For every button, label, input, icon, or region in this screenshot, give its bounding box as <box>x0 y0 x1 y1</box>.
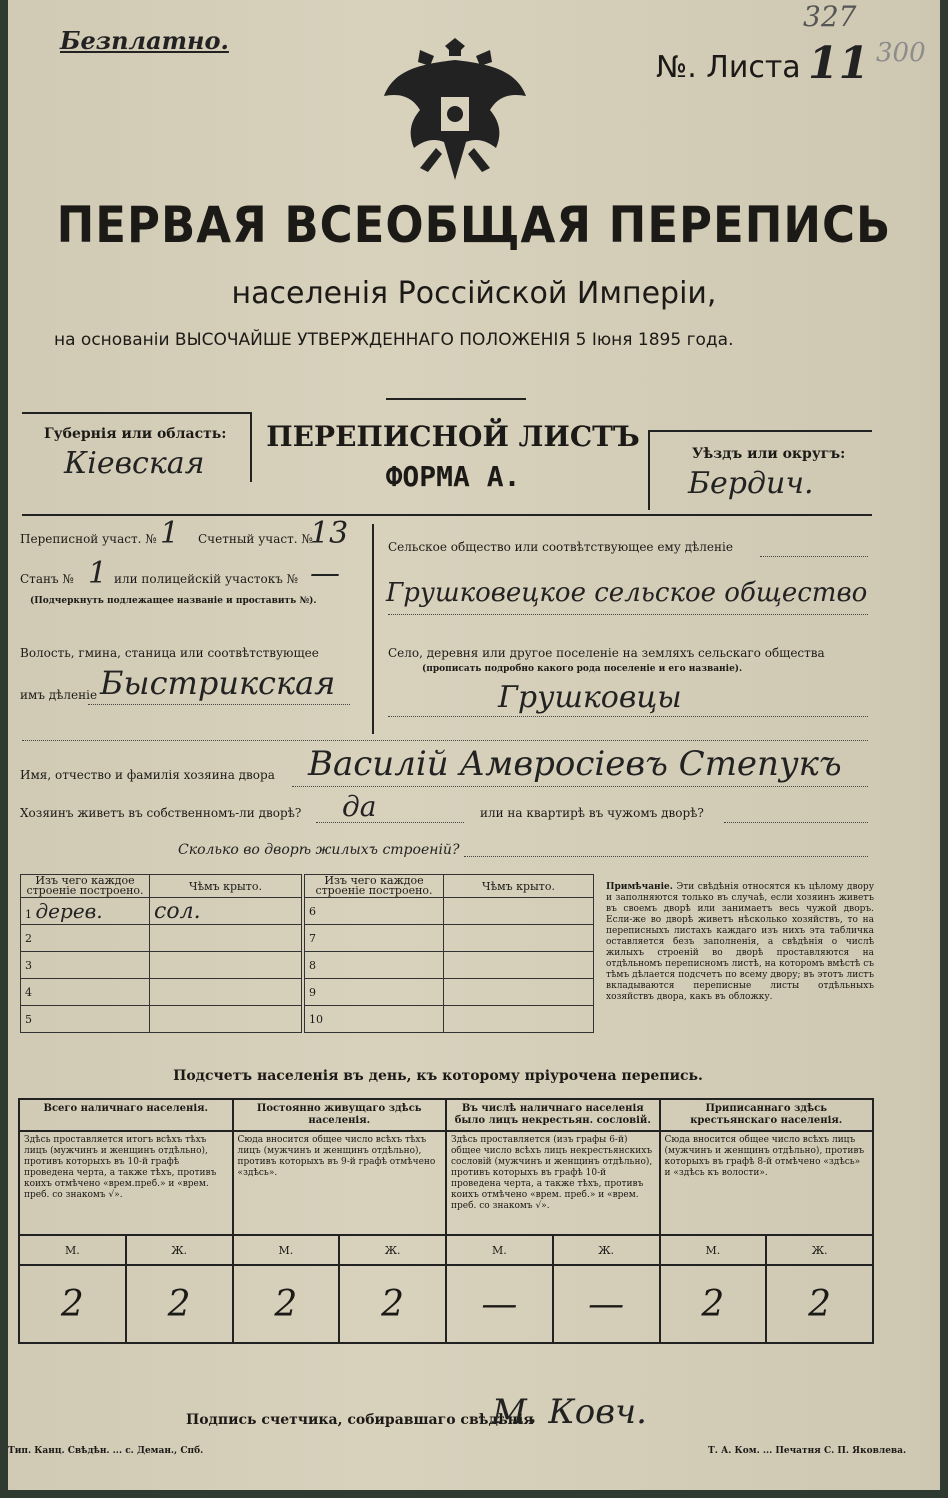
population-table <box>18 1098 874 1344</box>
village-value: Грушковцы <box>498 680 682 715</box>
building-roof <box>444 898 594 925</box>
building-row <box>305 1006 594 1033</box>
building-row <box>21 898 302 925</box>
row-number: 9 <box>309 985 316 999</box>
district-value: Бердич. <box>688 466 814 501</box>
note-title: Примѣчаніе. <box>606 882 673 892</box>
female-header: Ж. <box>339 1235 446 1265</box>
building-roof <box>150 1006 302 1033</box>
row-number: 7 <box>309 931 316 945</box>
ornament-divider <box>386 398 526 400</box>
sheet-number-value: 11 <box>808 38 870 89</box>
printer-mark-left: Тип. Канц. Свѣдѣн. ... с. Деман., Спб. <box>8 1446 204 1456</box>
camp-label: Станъ № <box>20 572 74 586</box>
building-roof: сол. <box>150 898 302 925</box>
buildings-table-right <box>304 874 594 1033</box>
precinct-label: Переписной участ. № <box>20 532 157 546</box>
population-caption: Подсчетъ населенія въ день, къ которому пріурочена перепись. <box>173 1068 703 1084</box>
total-male-value: 2 <box>19 1265 126 1343</box>
building-row <box>21 925 302 952</box>
police-value: — <box>310 556 340 591</box>
pop-head-nonpeasant: Въ числѣ наличнаго населенія было лицъ некрестьян. сословій. <box>446 1099 660 1131</box>
col-roof-head: Чѣмъ крыто. <box>150 875 302 898</box>
building-row <box>305 952 594 979</box>
signature-value: М. Ковч. <box>492 1392 647 1432</box>
pop-head-total: Всего наличнаго населенія. <box>19 1099 233 1131</box>
province-box-top <box>22 412 252 414</box>
registered-female-value: 2 <box>766 1265 873 1343</box>
society-line-2 <box>388 614 868 615</box>
printer-mark-right: Т. А. Ком. ... Печатня С. П. Яковлева. <box>708 1446 907 1456</box>
sheet-number-label: №. Листа <box>656 50 801 85</box>
division-label: имъ дѣленіе <box>20 688 98 702</box>
col-material-head: Изъ чего каждое строеніе построено. <box>305 875 444 898</box>
form-letter: ФОРМА А. <box>385 460 521 493</box>
count-label: Счетный участ. № <box>198 532 313 546</box>
row-number: 10 <box>309 1012 323 1026</box>
volost-line <box>88 704 350 705</box>
permanent-male-value: 2 <box>233 1265 340 1343</box>
total-female-value: 2 <box>126 1265 233 1343</box>
building-material: дерев. <box>35 899 103 923</box>
male-header: М. <box>233 1235 340 1265</box>
owner-own-value: да <box>342 790 377 823</box>
society-value: Грушковецкое сельское общество <box>386 578 868 608</box>
female-header: Ж. <box>126 1235 233 1265</box>
row-number: 8 <box>309 958 316 972</box>
column-divider <box>372 524 374 734</box>
building-roof <box>150 925 302 952</box>
row-number: 3 <box>25 958 32 972</box>
signature-label: Подпись счетчика, собиравшаго свѣдѣнія <box>186 1412 534 1428</box>
owner-rent-label: или на квартирѣ въ чужомъ дворѣ? <box>480 806 704 820</box>
building-roof <box>444 979 594 1006</box>
permanent-female-value: 2 <box>339 1265 446 1343</box>
owner-own-line <box>316 822 464 823</box>
buildings-note <box>606 882 874 1003</box>
buildings-table-left <box>20 874 302 1033</box>
building-row <box>305 925 594 952</box>
double-headed-eagle-emblem <box>380 30 530 190</box>
nonpeasant-female-value: — <box>553 1265 660 1343</box>
building-row <box>21 1006 302 1033</box>
building-roof <box>150 979 302 1006</box>
row-number: 6 <box>309 904 316 918</box>
village-line-2 <box>22 740 868 741</box>
building-row <box>305 979 594 1006</box>
pop-head-registered: Приписаннаго здѣсь крестьянскаго населенія. <box>660 1099 874 1131</box>
row-number: 2 <box>25 931 32 945</box>
row-number: 4 <box>25 985 32 999</box>
row-number: 5 <box>25 1012 32 1026</box>
district-label: Уѣздъ или округъ: <box>692 446 846 462</box>
subtitle: населенія Россійской Имперіи, <box>231 276 717 311</box>
nonpeasant-male-value: — <box>446 1265 553 1343</box>
owner-own-label: Хозяинъ живетъ въ собственномъ-ли дворѣ? <box>20 806 302 820</box>
male-header: М. <box>446 1235 553 1265</box>
owner-name-line <box>292 786 868 787</box>
note-text: Эти свѣдѣнія относятся къ цѣлому двору и заполняются только въ случаѣ, если хозяинъ живетъ въ своемъ дворѣ или занимаетъ весь чужой дворъ. Если-же во дворѣ живетъ нѣсколько хозяйствъ, то на переписныхъ листахъ каждаго изъ нихъ эта табличка оставляется безъ заполненія, а свѣдѣнія о числѣ жилыхъ строеній во дворѣ проставляются на отдѣльномъ переписномъ листѣ, на которомъ вмѣстѣ съ тѣмъ дѣлается подсчетъ по всему двору; въ этотъ листъ вкладываются переписные листы отдѣльныхъ хозяйствъ двора, какъ въ обложку. <box>606 882 874 1002</box>
main-title: ПЕРВАЯ ВСЕОБЩАЯ ПЕРЕПИСЬ <box>56 196 892 254</box>
pop-head-permanent: Постоянно живущаго здѣсь населенія. <box>233 1099 447 1131</box>
buildings-question: Сколько во дворѣ жилыхъ строеній? <box>178 842 460 858</box>
province-label: Губернія или область: <box>44 426 227 442</box>
village-label: Село, деревня или другое поселеніе на земляхъ сельскаго общества <box>388 646 825 660</box>
male-header: М. <box>660 1235 767 1265</box>
pop-desc-permanent: Сюда вносится общее число всѣхъ тѣхъ лицъ (мужчинъ и женщинъ отдѣльно), противъ которыхъ въ 9-й графѣ отмѣчено «здѣсь». <box>233 1131 447 1235</box>
building-roof <box>444 1006 594 1033</box>
owner-name-value: Василій Амвросіевъ Степукъ <box>308 744 842 784</box>
col-material-head: Изъ чего каждое строеніе построено. <box>21 875 150 898</box>
male-header: М. <box>19 1235 126 1265</box>
camp-value: 1 <box>88 556 108 591</box>
building-roof <box>444 952 594 979</box>
count-value: 13 <box>310 516 349 551</box>
female-header: Ж. <box>766 1235 873 1265</box>
pencil-number-a: 327 <box>803 0 857 33</box>
census-sheet <box>8 0 940 1490</box>
row-number: 1 <box>25 908 32 921</box>
building-row <box>21 952 302 979</box>
building-row <box>21 979 302 1006</box>
underline-note: (Подчеркнуть подлежащее названіе и проставить №). <box>30 596 317 606</box>
village-note: (прописать подробно какого рода поселеніе и его названіе). <box>422 664 743 674</box>
owner-name-label: Имя, отчество и фамилія хозяина двора <box>20 768 275 782</box>
police-label: или полицейскій участокъ № <box>114 572 299 586</box>
free-label: Безплатно. <box>60 26 229 55</box>
form-title: ПЕРЕПИСНОЙ ЛИСТЪ <box>266 420 640 453</box>
owner-rent-line <box>724 822 868 823</box>
building-roof <box>444 925 594 952</box>
pop-desc-total: Здѣсь проставляется итогъ всѣхъ тѣхъ лицъ (мужчинъ и женщинъ отдѣльно), противъ которыхъ въ 10-й графѣ проведена черта, а также тѣхъ, противъ коихъ отмѣчено «врем.преб.» и «врем. преб. со знакомъ √». <box>19 1131 233 1235</box>
society-line-1 <box>760 556 868 557</box>
pencil-number-b: 300 <box>876 38 926 68</box>
legal-basis: на основаніи ВЫСОЧАЙШЕ УТВЕРЖДЕННАГО ПОЛОЖЕНІЯ 5 Іюня 1895 года. <box>54 330 734 350</box>
village-line-1 <box>388 716 868 717</box>
registered-male-value: 2 <box>660 1265 767 1343</box>
pop-desc-nonpeasant: Здѣсь проставляется (изъ графы 6-й) общее число всѣхъ лицъ некрестьянскихъ сословій (мужчинъ и женщинъ отдѣльно), противъ которыхъ въ графѣ 10-й проведена черта, а также тѣхъ, противъ коихъ отмѣчено «врем. преб.» и «врем. преб. со знакомъ √». <box>446 1131 660 1235</box>
building-roof <box>150 952 302 979</box>
female-header: Ж. <box>553 1235 660 1265</box>
volost-label: Волость, гмина, станица или соотвѣтствующее <box>20 646 319 660</box>
society-label: Сельское общество или соотвѣтствующее ему дѣленіе <box>388 540 733 554</box>
buildings-question-line <box>464 856 868 857</box>
province-value: Кіевская <box>64 446 205 481</box>
col-roof-head: Чѣмъ крыто. <box>444 875 594 898</box>
pop-desc-registered: Сюда вносится общее число всѣхъ лицъ (мужчинъ и женщинъ отдѣльно), противъ которыхъ въ графѣ 8-й отмѣчено «здѣсь» и «здѣсь къ волости». <box>660 1131 874 1235</box>
header-bottom-rule <box>22 514 872 516</box>
precinct-value: 1 <box>160 516 180 551</box>
building-row <box>305 898 594 925</box>
volost-value: Быстрикская <box>100 664 336 702</box>
province-box-side <box>250 412 252 482</box>
